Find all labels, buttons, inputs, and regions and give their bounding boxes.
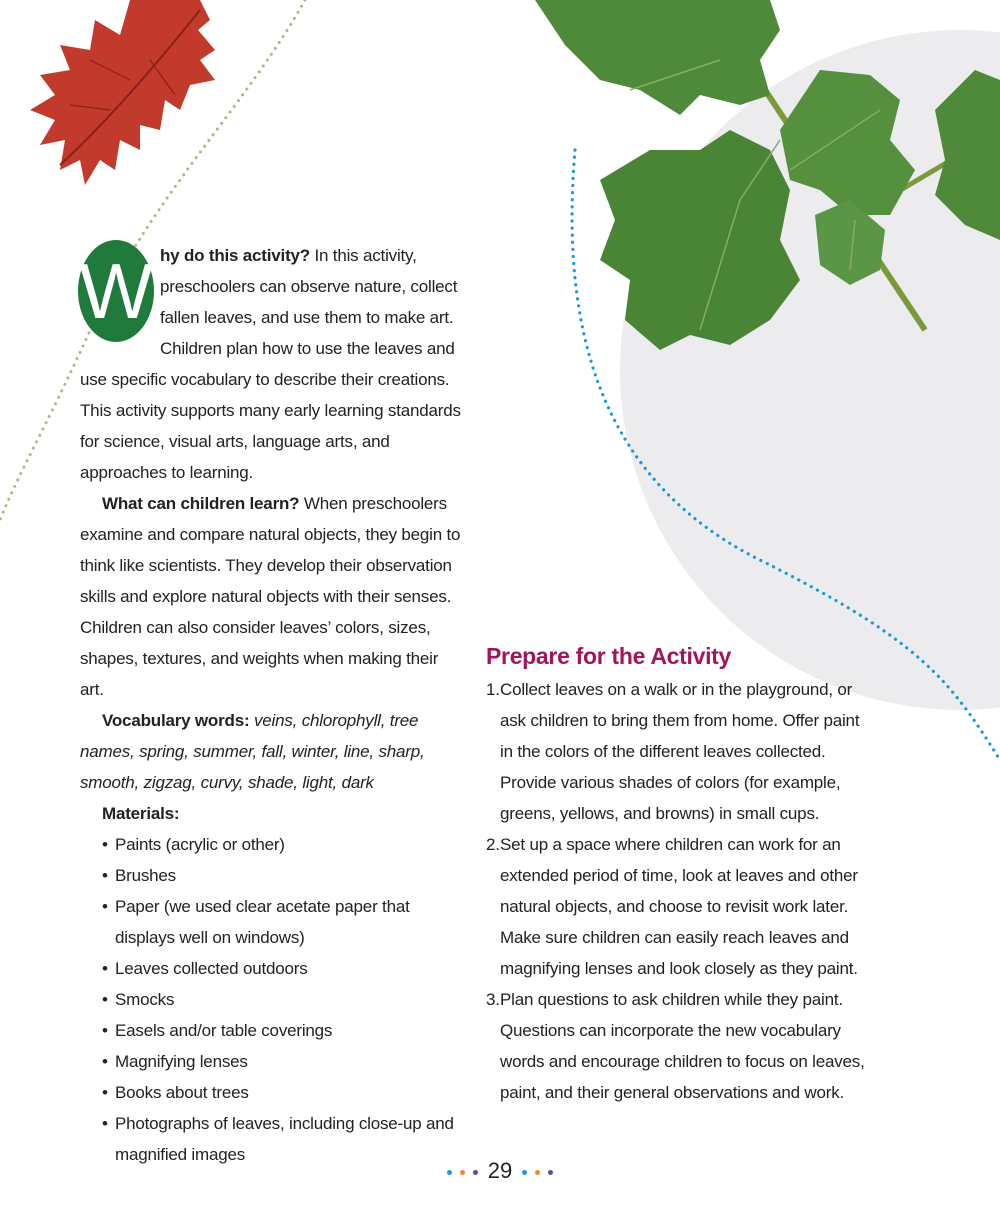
vocab-text: veins, chlorophyll, tree names, spring, summer, fall, winter, line, sharp, smooth, zigzag, curvy, shade, light, dark <box>80 711 425 792</box>
learn-lead: What can children learn? <box>102 494 300 513</box>
vocab-paragraph <box>80 705 465 798</box>
intro-text: In this activity, preschoolers can observe nature, collect fallen leaves, and use them to make art. Children plan how to use the leaves and use specific vocabulary to describe their creations. This activity supports many early learning standards for science, visual arts, language arts, and approaches to learning. <box>80 246 461 482</box>
list-item <box>486 674 876 829</box>
list-item: • Photographs of leaves, including close-up and magnified images <box>102 1108 465 1170</box>
drop-cap: W <box>78 240 154 342</box>
materials-heading: Materials: <box>102 804 180 823</box>
list-item: • Smocks <box>102 984 465 1015</box>
dot-icon <box>460 1170 465 1175</box>
step-number: 2. <box>486 835 500 854</box>
learn-paragraph <box>80 488 465 705</box>
list-item: • Magnifying lenses <box>102 1046 465 1077</box>
page-footer <box>0 1156 1000 1186</box>
list-item: • Leaves collected outdoors <box>102 953 465 984</box>
dot-icon <box>447 1170 452 1175</box>
intro-lead: hy do this activity? <box>160 246 310 265</box>
step-number: 1. <box>486 680 500 699</box>
left-column <box>80 240 465 1170</box>
dot-icon <box>548 1170 553 1175</box>
list-item: • Easels and/or table coverings <box>102 1015 465 1046</box>
dot-icon <box>522 1170 527 1175</box>
dot-icon <box>473 1170 478 1175</box>
learn-text: When preschoolers examine and compare natural objects, they begin to think like scientists. They develop their observation skills and explore natural objects with their senses. Children can also consider leaves’ colors, sizes, shapes, textures, and weights when making their art. <box>80 494 461 699</box>
vocab-lead: Vocabulary words: <box>102 711 250 730</box>
list-item: • Brushes <box>102 860 465 891</box>
step-text: Collect leaves on a walk or in the playground, or ask children to bring them from home. Offer paint in the colors of the different leaves collected. Provide various shades of colors (for example, greens, yellows, and browns) in small cups. <box>500 680 860 823</box>
list-item: • Paper (we used clear acetate paper that displays well on windows) <box>102 891 465 953</box>
step-number: 3. <box>486 990 500 1009</box>
materials-list <box>80 829 465 1170</box>
list-item: • Paints (acrylic or other) <box>102 829 465 860</box>
dot-icon <box>535 1170 540 1175</box>
step-text: Plan questions to ask children while they paint. Questions can incorporate the new vocabulary words and encourage children to focus on leaves, paint, and their general observations and work. <box>500 990 865 1102</box>
page-number: 29 <box>487 1158 513 1183</box>
list-item: • Books about trees <box>102 1077 465 1108</box>
right-column <box>486 640 876 1108</box>
list-item <box>486 829 876 984</box>
step-text: Set up a space where children can work for an extended period of time, look at leaves and other natural objects, and choose to revisit work later. Make sure children can easily reach leaves and magnifying lenses and look closely as they paint. <box>500 835 858 978</box>
section-title: Prepare for the Activity <box>486 643 732 669</box>
red-maple-leaf-icon <box>30 0 215 185</box>
list-item <box>486 984 876 1108</box>
steps-list <box>486 674 876 1108</box>
